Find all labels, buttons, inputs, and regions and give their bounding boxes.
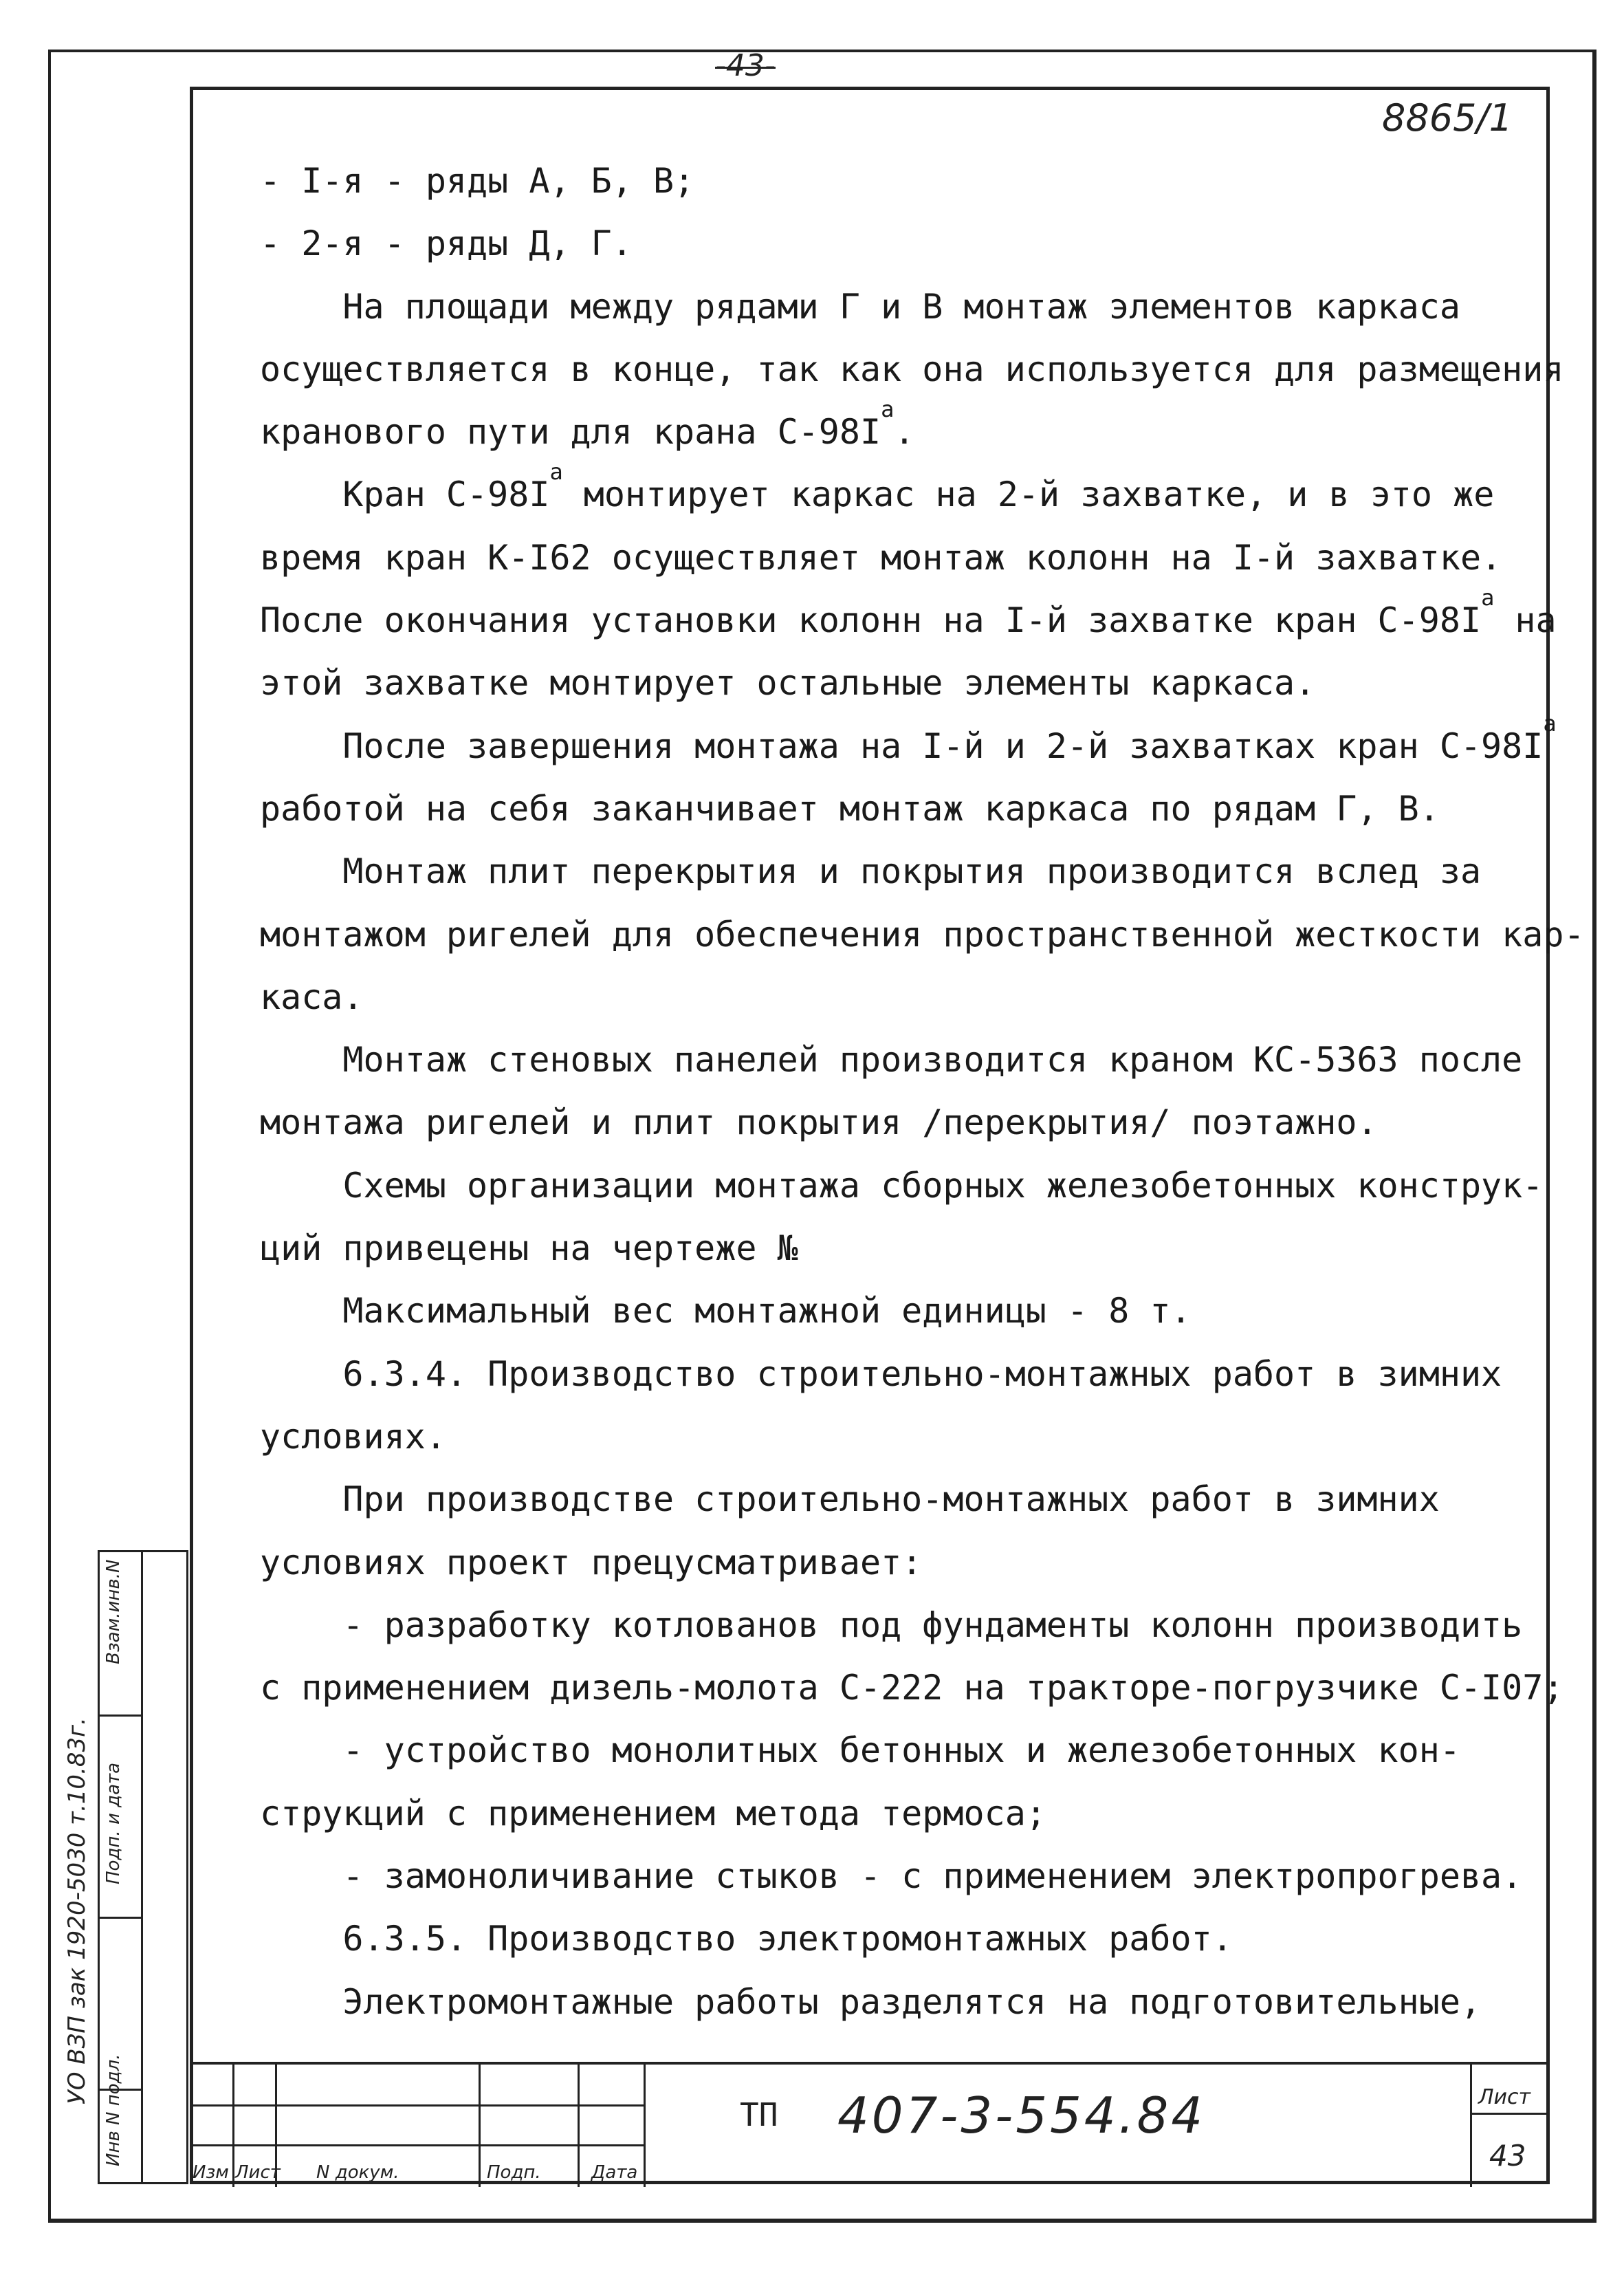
text-line: этой захватке монтирует остальные элементы каркаса. — [260, 663, 1316, 704]
text-line: При производстве строительно-монтажных работ в зимних — [260, 1479, 1440, 1520]
divider — [479, 2065, 481, 2187]
text-line: струкций с применением метода термоса; — [260, 1793, 1046, 1833]
document-code: 8865/1 — [1382, 96, 1513, 140]
divider — [578, 2065, 580, 2187]
text-line-part: кранового пути для крана С-98I — [260, 412, 881, 453]
inv-no-label: Инв N подл. — [103, 2054, 124, 2166]
text-line: с применением дизель-молота С-222 на тракторе-погрузчике С-I07; — [260, 1668, 1564, 1708]
sheet-number: 43 — [1489, 2139, 1526, 2173]
text-line: монтажа ригелей и плит покрытия /перекрытия/ поэтажно. — [260, 1102, 1378, 1143]
text-line-part: После завершения монтажа на I-й и 2-й захватках кран С-98I — [260, 726, 1544, 766]
text-line: условиях проект прецусматривает: — [260, 1542, 923, 1582]
superscript: а — [549, 459, 563, 486]
text-line — [260, 710, 1557, 778]
text-line: каса. — [260, 977, 364, 1017]
col-label-sign: Подп. — [487, 2162, 541, 2183]
text-line: - устройство монолитных бетонных и железобетонных кон- — [260, 1730, 1460, 1771]
superscript: а — [1543, 710, 1557, 737]
text-line: 6.3.5. Производство электромонтажных работ. — [260, 1919, 1233, 1959]
text-line: время кран К-I62 осуществляет монтаж колонн на I-й захватке. — [260, 537, 1502, 578]
divider — [100, 1715, 141, 1717]
text-line: 6.3.4. Производство строительно-монтажных работ в зимних — [260, 1353, 1502, 1394]
replace-inv-label: Взам.инв.N — [103, 1559, 124, 1664]
col-label-doc-no: N докум. — [316, 2162, 399, 2183]
text-line: - разработку котлованов под фундаменты колонн производить — [260, 1604, 1523, 1645]
text-line — [260, 585, 1557, 652]
text-line: - замоноличивание стыков - с применением электропрогрева. — [260, 1856, 1523, 1897]
divider — [644, 2065, 646, 2187]
text-line: Монтаж плит перекрытия и покрытия производится вслед за — [260, 851, 1482, 892]
text-line: - 2-я - ряды Д, Г. — [260, 224, 633, 264]
text-line: работой на себя заканчивает монтаж каркаса по рядам Г, В. — [260, 788, 1440, 829]
text-line-part: После окончания установки колонн на I-й захватке кран С-98I — [260, 600, 1482, 641]
handwritten-note: УО ВЗП зак 1920-5030 т.10.83г. — [63, 1717, 91, 2104]
doc-code: 407-3-554.84 — [837, 2087, 1206, 2144]
text-line — [260, 459, 1497, 526]
sheet-label: Лист — [1478, 2085, 1531, 2109]
divider — [232, 2065, 234, 2187]
text-line-part: на — [1494, 600, 1557, 641]
col-label-izm: Изм — [193, 2162, 229, 2183]
divider — [100, 1917, 141, 1919]
text-line-part: . — [894, 412, 915, 453]
sign-date-label: Подп. и дата — [103, 1762, 124, 1884]
divider — [190, 2104, 644, 2107]
page-number-top: -43- — [715, 48, 776, 83]
text-line: осуществляется в конце, так как она используется для размещения — [260, 349, 1564, 389]
divider — [190, 2144, 644, 2146]
text-line: Схемы организации монтажа сборных железобетонных конструк- — [260, 1165, 1544, 1206]
tp-label: ТП — [740, 2096, 778, 2133]
text-line: Максимальный вес монтажной единицы - 8 т. — [260, 1291, 1192, 1331]
superscript: а — [1481, 585, 1495, 611]
text-line — [260, 396, 1497, 464]
text-line: условиях. — [260, 1416, 446, 1457]
body-text — [260, 150, 1585, 2034]
text-line: - I-я - ряды А, Б, В; — [260, 161, 695, 201]
col-label-date: Дата — [591, 2162, 638, 2183]
text-line: Электромонтажные работы разделятся на подготовительные, — [260, 1981, 1482, 2022]
text-line: ций привецены на чертеже № — [260, 1228, 798, 1269]
superscript: а — [881, 396, 895, 423]
divider — [1470, 2065, 1472, 2187]
text-line-part: Кран С-98I — [260, 475, 550, 515]
col-label-list: Лист — [235, 2162, 281, 2183]
text-line-part: монтирует каркас на 2-й захватке, и в это же — [562, 475, 1495, 515]
text-line: На площади между рядами Г и В монтаж элементов каркаса — [260, 286, 1460, 327]
text-line: Монтаж стеновых панелей производится краном КС-5363 после — [260, 1040, 1523, 1080]
divider — [1470, 2113, 1550, 2115]
text-line: монтажом ригелей для обеспечения пространственной жесткости кар- — [260, 914, 1585, 955]
